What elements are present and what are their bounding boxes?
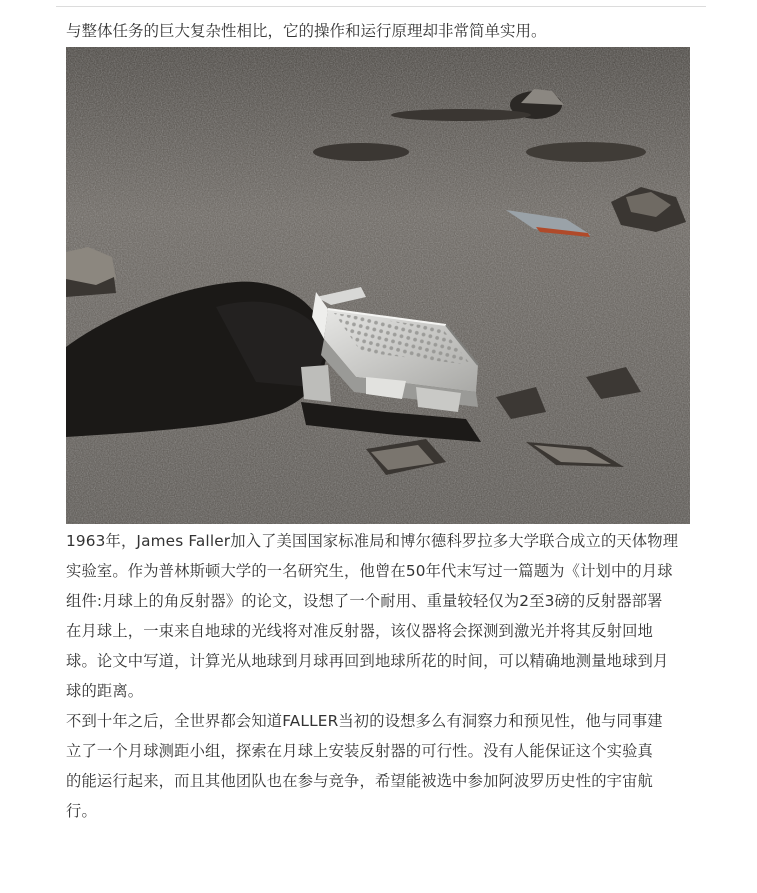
- paragraph-2-line-1: 不到十年之后，全世界都会知道FALLER当初的设想多么有洞察力和预见性，他与同事建: [66, 712, 663, 730]
- paragraph-2-line-2: 立了一个月球测距小组，探索在月球上安装反射器的可行性。没有人能保证这个实验真: [66, 742, 653, 760]
- paragraph-1-line-4: 在月球上，一束来自地球的光线将对准反射器，该仪器将会探测到激光并将其反射回地: [66, 622, 653, 640]
- paragraph-2-line-3: 的能运行起来，而且其他团队也在参与竞争，希望能被选中参加阿波罗历史性的宇宙航: [66, 772, 653, 790]
- lunar-retroreflector-photo: [66, 47, 690, 524]
- article-body: [66, 526, 698, 826]
- paragraph-1-line-5: 球。论文中写道，计算光从地球到月球再回到地球所花的时间，可以精确地测量地球到月: [66, 652, 669, 670]
- paragraph-1-line-6: 球的距离。: [66, 682, 144, 700]
- paragraph-1-line-3: 组件:月球上的角反射器》的论文，设想了一个耐用、重量较轻仅为2至3磅的反射器部署: [66, 592, 663, 610]
- paragraph-1-line-1: 1963年，James Faller加入了美国国家标准局和博尔德科罗拉多大学联合成立的天体物理: [66, 532, 679, 550]
- top-divider: [56, 6, 706, 7]
- paragraph-1-line-2: 实验室。作为普林斯顿大学的一名研究生，他曾在50年代末写过一篇题为《计划中的月球: [66, 562, 673, 580]
- paragraph-2-line-4: 行。: [66, 802, 97, 820]
- intro-line: 与整体任务的巨大复杂性相比，它的操作和运行原理却非常简单实用。: [66, 22, 547, 40]
